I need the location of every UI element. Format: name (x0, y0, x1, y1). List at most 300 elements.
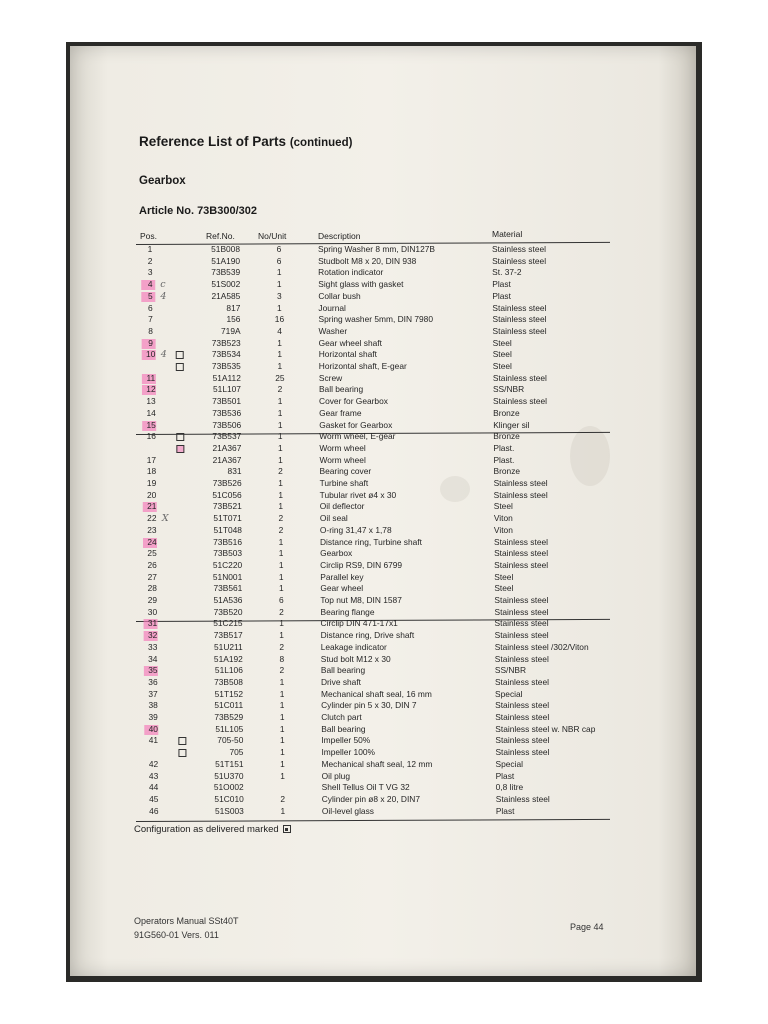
cell-mat: St. 37-2 (492, 267, 522, 278)
cell-ref: 73B506 (212, 419, 242, 430)
cell-desc: Clutch part (321, 712, 362, 722)
handwritten-note: 4 (160, 349, 167, 361)
cell-pos: 32 (147, 630, 158, 641)
cell-desc: Worm wheel (319, 454, 366, 465)
table-row (4, 759, 768, 771)
table-row (0, 244, 768, 256)
table-row (0, 279, 768, 291)
cell-ref: 73B536 (212, 407, 242, 418)
cell-desc: Oil deflector (319, 501, 365, 512)
header-ref: Ref.No. (206, 231, 235, 241)
config-checkbox[interactable] (176, 351, 184, 359)
cell-pos: 46 (149, 805, 159, 816)
cell-mat: Viton (493, 524, 513, 535)
cell-desc: Tubular rivet ø4 x 30 (319, 489, 397, 500)
cell-desc: Mechanical shaft seal, 12 mm (321, 758, 433, 769)
cell-mat: SS/NBR (494, 665, 527, 676)
table-row (1, 361, 768, 373)
cell-pos: 40 (148, 723, 158, 734)
cell-mat: Plast (495, 770, 515, 781)
cell-mat: Stainless steel (492, 325, 547, 336)
cell-mat: Stainless steel (494, 618, 549, 629)
cell-desc: Circlip DIN 471-17x1 (320, 618, 398, 629)
cell-qty: 1 (276, 267, 282, 278)
table-row (1, 408, 768, 420)
header-pos: Pos. (140, 231, 158, 241)
cell-ref: 51N001 (212, 571, 243, 582)
cell-ref: 73B503 (213, 548, 243, 559)
table-row (1, 384, 768, 396)
cell-qty: 1 (276, 279, 282, 290)
cell-mat: Stainless steel (494, 606, 549, 617)
cell-pos: 13 (146, 396, 156, 407)
cell-qty: 1 (280, 805, 286, 816)
table-row (2, 560, 768, 572)
cell-pos: 7 (148, 314, 153, 325)
cell-mat: Steel (494, 571, 514, 582)
cell-qty: 1 (278, 548, 284, 559)
cell-qty: 1 (277, 419, 283, 430)
table-row (0, 267, 768, 279)
cell-qty: 2 (279, 641, 285, 652)
cell-mat: Stainless steel (495, 735, 550, 746)
cell-ref: 51T152 (214, 688, 244, 699)
table-row (0, 256, 768, 268)
article-number: Article No. 73B300/302 (139, 205, 258, 217)
cell-mat: Stainless steel (492, 302, 547, 313)
table-row (0, 291, 768, 303)
cell-mat: Plast (495, 805, 515, 816)
cell-mat: Bronze (493, 431, 520, 442)
config-checkbox[interactable] (178, 749, 186, 757)
cell-ref: 51L106 (214, 665, 243, 676)
cell-ref: 51T151 (215, 758, 244, 769)
cell-ref: 817 (226, 302, 241, 313)
cell-desc: Horizontal shaft (318, 349, 377, 360)
cell-mat: Steel (493, 501, 513, 512)
header-desc: Description (318, 231, 361, 241)
cell-qty: 2 (280, 793, 286, 804)
cell-ref: 73B501 (212, 396, 242, 407)
table-row (1, 420, 768, 432)
table-row (1, 338, 768, 350)
cell-pos: 21 (147, 501, 157, 512)
table-row (1, 443, 768, 455)
cell-qty: 1 (279, 712, 285, 722)
page-title (139, 134, 352, 149)
cell-pos: 42 (148, 758, 159, 769)
table-row (2, 595, 768, 607)
cell-qty: 2 (279, 665, 285, 676)
cell-qty: 8 (279, 653, 285, 664)
cell-qty: 1 (277, 337, 282, 348)
cell-ref: 51T048 (213, 524, 242, 535)
cell-mat: Stainless steel (492, 255, 547, 266)
cell-pos: 1 (147, 244, 153, 254)
cell-qty: 1 (277, 302, 282, 313)
cell-mat: Stainless steel (495, 712, 550, 722)
cell-qty: 1 (278, 559, 284, 570)
cell-qty: 6 (279, 595, 284, 605)
cell-qty: 1 (280, 758, 285, 769)
cell-desc: Ball bearing (321, 723, 366, 734)
config-checkbox[interactable] (176, 363, 184, 371)
cell-qty: 1 (279, 676, 285, 687)
cell-pos: 20 (147, 489, 157, 500)
config-checkbox[interactable] (178, 737, 186, 745)
cell-pos: 12 (146, 384, 156, 395)
cell-desc: Circlip RS9, DIN 6799 (320, 559, 403, 570)
cell-desc: Leakage indicator (320, 641, 387, 652)
cell-pos: 33 (148, 641, 158, 652)
cell-ref: 51S003 (214, 805, 244, 816)
cell-mat: Steel (494, 583, 514, 594)
cell-qty: 1 (278, 442, 283, 453)
cell-pos: 6 (148, 302, 153, 313)
cell-mat: Stainless steel (492, 372, 547, 383)
cell-mat: Viton (493, 513, 513, 524)
cell-qty: 1 (280, 770, 285, 781)
cell-qty: 25 (275, 372, 285, 383)
cell-pos: 8 (148, 325, 153, 336)
table-row (1, 373, 768, 385)
table-row (2, 490, 768, 502)
cell-mat: Bronze (493, 466, 521, 477)
cell-ref: 51A192 (213, 653, 243, 664)
cell-ref: 51C011 (214, 700, 244, 711)
cell-pos: 29 (147, 595, 158, 605)
header-qty: No/Unit (258, 231, 287, 241)
cell-pos: 39 (148, 712, 158, 722)
cell-qty: 1 (279, 723, 285, 734)
cell-desc: Stud bolt M12 x 30 (320, 653, 391, 664)
cell-pos: 45 (149, 793, 159, 804)
cell-ref: 21A367 (212, 454, 242, 465)
cell-ref: 51C056 (212, 489, 242, 500)
cell-qty: 2 (278, 466, 283, 477)
cell-pos: 9 (148, 337, 153, 348)
table-row (3, 654, 768, 666)
cell-pos: 15 (146, 419, 156, 430)
cell-qty: 1 (278, 536, 284, 547)
cell-ref: 51U370 (214, 770, 244, 781)
cell-mat: Stainless steel (495, 700, 550, 711)
checkbox-marked-icon (283, 825, 291, 833)
cell-desc: Gearbox (320, 548, 353, 559)
cell-ref: 73B535 (211, 361, 241, 371)
table-row (4, 806, 768, 818)
footer-page: Page 44 (570, 922, 604, 932)
cell-pos: 38 (148, 700, 158, 711)
cell-mat: Stainless steel (494, 548, 549, 559)
cell-qty: 1 (279, 618, 284, 629)
cell-pos: 44 (149, 782, 159, 793)
table-row (3, 618, 768, 630)
cell-ref: 51A190 (211, 255, 241, 266)
cell-mat: Stainless steel /302/Viton (494, 641, 589, 652)
cell-ref: 21A585 (211, 290, 241, 301)
cell-qty: 6 (276, 244, 282, 254)
table-row (2, 583, 768, 595)
cell-desc: Distance ring, Turbine shaft (320, 536, 422, 547)
cell-pos: 37 (148, 688, 158, 699)
cell-desc: Washer (318, 325, 348, 336)
handwritten-note: X (161, 513, 169, 525)
cell-ref: 705 (229, 747, 244, 758)
cell-pos: 10 (146, 349, 156, 360)
cell-qty: 1 (278, 478, 283, 488)
cell-desc: Oil seal (319, 513, 348, 524)
cell-qty: 3 (276, 290, 282, 301)
cell-desc: Gear wheel shaft (318, 337, 382, 348)
table-row (2, 548, 768, 560)
config-checkbox[interactable] (176, 445, 184, 453)
cell-ref: 51S002 (211, 279, 241, 290)
cell-ref: 73B516 (213, 536, 242, 547)
table-row (2, 572, 768, 584)
cell-qty: 1 (277, 407, 283, 418)
header-mat: Material (492, 229, 523, 239)
cell-qty: 2 (277, 384, 283, 395)
cell-qty: 1 (278, 583, 284, 594)
footer-manual: Operators Manual SSt40T (134, 916, 239, 926)
cell-ref: 51C215 (213, 618, 243, 629)
cell-mat: Special (495, 758, 523, 769)
cell-qty: 1 (279, 630, 284, 641)
cell-mat: Klinger sil (493, 419, 530, 430)
cell-desc: Spring washer 5mm, DIN 7980 (318, 314, 433, 325)
cell-qty: 6 (276, 255, 282, 266)
cell-qty: 1 (279, 700, 285, 711)
cell-desc: Top nut M8, DIN 1587 (320, 595, 402, 605)
section-heading: Gearbox (139, 175, 186, 187)
cell-ref: 51A112 (212, 372, 241, 383)
cell-pos: 28 (147, 583, 157, 594)
cell-pos: 16 (146, 431, 156, 442)
cell-pos: 26 (147, 559, 157, 570)
cell-desc: Impeller 100% (321, 747, 375, 758)
table-row (3, 689, 768, 701)
cell-mat: Stainless steel (493, 489, 548, 500)
cell-qty: 1 (278, 501, 284, 512)
cell-desc: Ball bearing (318, 384, 364, 395)
cell-mat: Stainless steel (492, 244, 546, 254)
cell-ref: 73B534 (211, 349, 241, 360)
cell-pos: 4 (147, 279, 153, 290)
cell-ref: 73B508 (214, 676, 243, 687)
cell-mat: Plast. (493, 442, 515, 453)
cell-ref: 73B537 (212, 431, 242, 442)
table-row (3, 747, 768, 759)
cell-ref: 51U211 (214, 641, 243, 652)
table-row (1, 326, 768, 338)
handwritten-note: c (160, 279, 166, 291)
title-suffix: (continued) (289, 137, 353, 149)
cell-mat: Special (495, 688, 523, 699)
title-text: Reference List of Parts (139, 134, 287, 149)
table-row (0, 314, 768, 326)
cell-desc: Cover for Gearbox (319, 396, 388, 407)
cell-ref: 831 (227, 466, 242, 477)
cell-ref: 51O002 (213, 782, 244, 793)
cell-ref: 705-50 (217, 735, 244, 746)
table-row (3, 712, 768, 724)
table-row (2, 525, 768, 537)
cell-pos: 17 (146, 454, 157, 465)
cell-ref: 73B529 (214, 712, 244, 722)
config-note-text: Configuration as delivered marked (134, 824, 279, 835)
cell-mat: Stainless steel (495, 747, 550, 758)
cell-pos: 2 (147, 255, 153, 266)
cell-desc: O-ring 31,47 x 1,78 (319, 524, 392, 535)
cell-desc: Turbine shaft (319, 478, 369, 488)
cell-pos: 23 (147, 524, 157, 535)
table-row (2, 537, 768, 549)
table-row (3, 665, 768, 677)
cell-desc: Gear wheel (320, 583, 364, 594)
table-row (1, 431, 768, 443)
cell-mat: Stainless steel (494, 676, 549, 687)
cell-qty: 1 (277, 431, 283, 442)
cell-mat: Stainless steel (494, 653, 549, 664)
cell-ref: 51B008 (211, 244, 240, 254)
cell-desc: Bearing flange (320, 606, 375, 617)
cell-mat: 0,8 litre (495, 782, 524, 793)
cell-desc: Oil plug (321, 770, 351, 781)
cell-mat: Stainless steel (494, 630, 549, 641)
cell-ref: 51L107 (213, 384, 241, 395)
table-row (1, 396, 768, 408)
cell-desc: Cylinder pin 5 x 30, DIN 7 (321, 700, 417, 711)
footer-version: 91G560-01 Vers. 011 (134, 930, 219, 940)
cell-mat: Steel (492, 337, 512, 348)
cell-ref: 21A367 (212, 442, 242, 453)
cell-pos: 11 (146, 372, 156, 383)
table-row (1, 455, 768, 467)
cell-qty: 4 (277, 325, 282, 336)
cell-ref: 73B523 (211, 337, 241, 348)
cell-qty: 16 (274, 314, 285, 325)
cell-mat: Stainless steel (492, 314, 547, 325)
table-row (3, 735, 768, 747)
table-row (2, 513, 768, 525)
cell-mat: Stainless steel w. NBR cap (495, 723, 596, 734)
table-row (0, 303, 768, 315)
cell-ref: 156 (226, 314, 241, 325)
cell-ref: 51A536 (213, 595, 243, 605)
cell-mat: Stainless steel (494, 595, 549, 605)
cell-ref: 51C010 (214, 793, 244, 804)
cell-ref: 73B539 (211, 267, 241, 278)
cell-desc: Journal (318, 302, 346, 313)
cell-qty: 1 (279, 688, 285, 699)
cell-desc: Sight glass with gasket (318, 279, 404, 290)
cell-qty: 1 (277, 396, 283, 407)
cell-mat: Bronze (493, 407, 520, 418)
cell-pos: 30 (147, 606, 158, 617)
table-row (4, 771, 768, 783)
table-row (3, 630, 768, 642)
table-row (3, 677, 768, 689)
cell-pos: 27 (147, 571, 157, 582)
cell-mat: Plast (492, 290, 511, 301)
cell-pos: 35 (148, 665, 158, 676)
cell-desc: Rotation indicator (318, 267, 384, 278)
cell-desc: Worm wheel, E-gear (319, 431, 396, 442)
cell-qty: 1 (277, 349, 283, 360)
cell-mat: Stainless steel (495, 793, 550, 804)
cell-mat: Plast. (493, 454, 515, 465)
cell-ref: 73B561 (213, 583, 243, 594)
cell-pos: 41 (148, 735, 159, 746)
cell-qty: 1 (280, 747, 285, 758)
cell-desc: Gasket for Gearbox (319, 419, 393, 430)
cell-qty: 2 (278, 513, 284, 524)
table-row (3, 724, 768, 736)
cell-qty: 1 (278, 571, 284, 582)
table-row (4, 794, 768, 806)
cell-pos: 34 (148, 653, 158, 664)
cell-desc: Spring Washer 8 mm, DIN127B (318, 244, 435, 254)
cell-pos: 22 (147, 513, 157, 524)
cell-ref: 51C220 (212, 559, 243, 570)
cell-pos: 3 (147, 267, 153, 278)
cell-pos: 31 (147, 618, 158, 629)
table-row (4, 782, 768, 794)
cell-pos: 24 (147, 536, 157, 547)
cell-ref: 73B526 (212, 478, 242, 488)
cell-mat: Stainless steel (494, 536, 548, 547)
cell-mat: Stainless steel (493, 478, 548, 488)
cell-desc: Gear frame (319, 407, 362, 418)
cell-pos: 19 (146, 478, 157, 488)
cell-ref: 73B520 (213, 606, 243, 617)
cell-desc: Collar bush (318, 290, 361, 301)
cell-desc: Studbolt M8 x 20, DIN 938 (318, 255, 417, 266)
cell-pos: 25 (147, 548, 157, 559)
cell-mat: Steel (492, 361, 512, 371)
cell-desc: Impeller 50% (321, 735, 371, 746)
config-note (134, 824, 291, 835)
table-row (1, 349, 768, 361)
table-row (2, 501, 768, 513)
cell-qty: 1 (278, 454, 283, 465)
table-row (3, 642, 768, 654)
cell-ref: 51T071 (213, 513, 242, 524)
cell-desc: Worm wheel (319, 442, 366, 453)
cell-qty: 2 (278, 524, 284, 535)
cell-pos: 43 (148, 770, 159, 781)
config-checkbox[interactable] (176, 433, 184, 441)
cell-desc: Horizontal shaft, E-gear (318, 361, 407, 371)
table-row (2, 478, 768, 490)
cell-pos: 5 (147, 290, 153, 301)
cell-mat: Stainless steel (494, 559, 549, 570)
cell-desc: Shell Tellus Oil T VG 32 (321, 782, 410, 793)
cell-mat: Plast (492, 279, 511, 290)
cell-qty: 1 (280, 735, 285, 746)
cell-desc: Cylinder pin ø8 x 20, DIN7 (321, 793, 420, 804)
cell-pos: 14 (146, 407, 156, 418)
cell-desc: Mechanical shaft seal, 16 mm (321, 688, 432, 699)
table-row (3, 700, 768, 712)
cell-qty: 1 (278, 489, 284, 500)
cell-ref: 51L105 (215, 723, 244, 734)
cell-mat: Steel (492, 349, 512, 360)
table-row (2, 607, 768, 619)
handwritten-note: 4 (160, 290, 167, 302)
cell-desc: Screw (318, 372, 343, 383)
